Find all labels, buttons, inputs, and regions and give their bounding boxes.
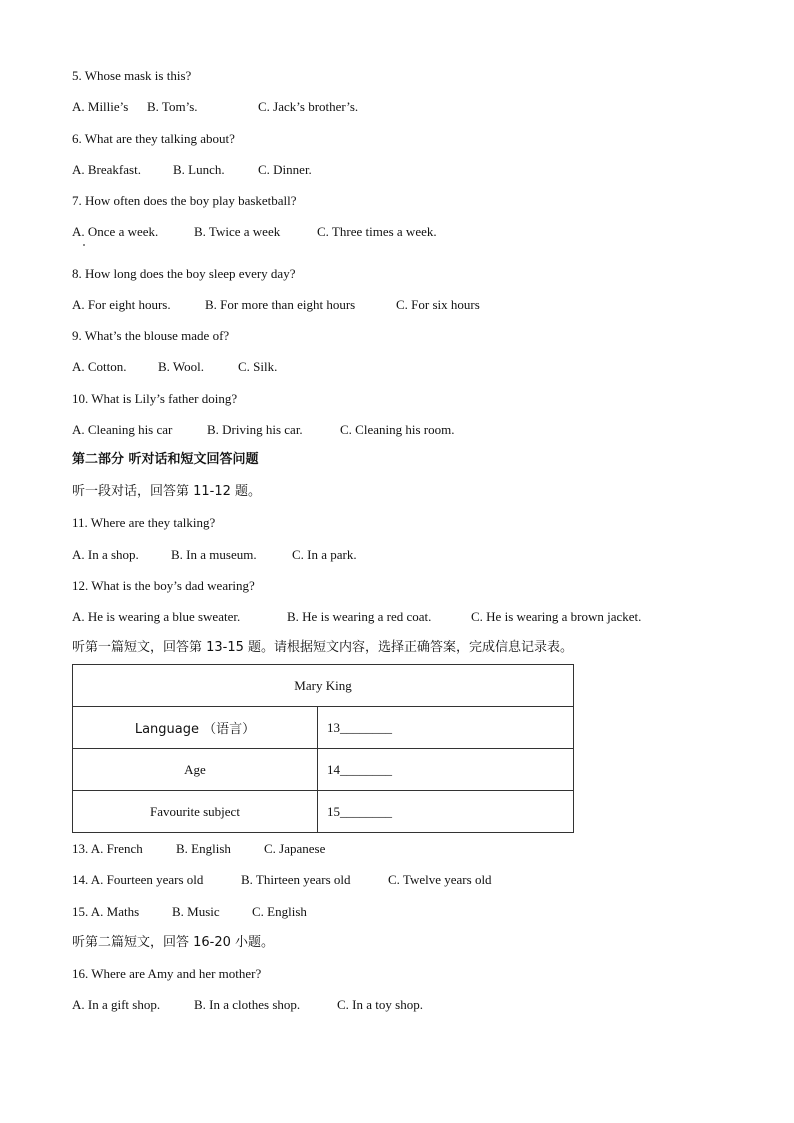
question-15-options: [72, 904, 307, 920]
option-c: C. Three times a week.: [317, 224, 437, 239]
option-c: C. In a toy shop.: [337, 997, 423, 1012]
option-a: A. In a gift shop.: [72, 997, 161, 1012]
option-b: B. In a museum.: [171, 547, 257, 562]
table-blank-13: 13________: [318, 707, 574, 749]
option-a: 15. A. Maths: [72, 904, 140, 919]
question-16-options: [72, 997, 423, 1013]
table-row: [73, 791, 574, 833]
table-label-language: Language （语言）: [73, 707, 318, 749]
option-b: B. Tom’s.: [147, 99, 198, 114]
question-12: 12. What is the boy’s dad wearing?: [72, 578, 255, 593]
question-10-options: [72, 422, 454, 438]
section-instruction-2: 听第一篇短文，回答第 13-15 题。请根据短文内容，选择正确答案，完成信息记录表。: [72, 640, 574, 655]
question-6: 6. What are they talking about?: [72, 131, 235, 146]
question-5: 5. Whose mask is this?: [72, 68, 192, 83]
table-row: [73, 749, 574, 791]
option-c: C. Silk.: [238, 359, 278, 374]
table-label-favourite-subject: Favourite subject: [73, 791, 318, 833]
option-b: B. English: [176, 841, 231, 856]
question-6-options: [72, 162, 312, 178]
option-b: B. Driving his car.: [207, 422, 303, 437]
question-11-options: [72, 547, 357, 563]
option-c: C. Jack’s brother’s.: [258, 99, 359, 114]
option-a: A. Once a week.: [72, 224, 159, 239]
question-12-options: [72, 609, 641, 625]
option-c: C. English: [252, 904, 307, 919]
question-8-options: [72, 297, 480, 313]
option-b: B. Thirteen years old: [241, 872, 351, 887]
question-13-options: [72, 841, 325, 857]
option-a: A. Millie’s: [72, 99, 129, 114]
stray-dot: [83, 244, 85, 246]
section-heading: 第二部分 听对话和短文回答问题: [72, 452, 259, 467]
option-c: C. Japanese: [264, 841, 326, 856]
option-b: B. Wool.: [158, 359, 205, 374]
option-a: A. Cotton.: [72, 359, 127, 374]
section-instruction-1: 听一段对话，回答第 11-12 题。: [72, 484, 262, 499]
option-a: A. Breakfast.: [72, 162, 141, 177]
option-b: B. Lunch.: [173, 162, 225, 177]
option-b: B. For more than eight hours: [205, 297, 356, 312]
option-b: B. In a clothes shop.: [194, 997, 301, 1012]
table-row: [73, 707, 574, 749]
option-a: A. In a shop.: [72, 547, 139, 562]
option-c: C. Dinner.: [258, 162, 312, 177]
option-c: C. Twelve years old: [388, 872, 492, 887]
option-b: B. Twice a week: [194, 224, 281, 239]
table-blank-14: 14________: [318, 749, 574, 791]
option-c: C. He is wearing a brown jacket.: [471, 609, 642, 624]
question-9-options: [72, 359, 277, 375]
option-c: C. Cleaning his room.: [340, 422, 455, 437]
table-label-age: Age: [73, 749, 318, 791]
option-a: A. He is wearing a blue sweater.: [72, 609, 241, 624]
question-7-options: [72, 224, 437, 240]
question-11: 11. Where are they talking?: [72, 515, 216, 530]
option-b: B. Music: [172, 904, 220, 919]
table-title-row: [73, 665, 574, 707]
table-title: Mary King: [73, 665, 574, 707]
question-5-options: [72, 99, 358, 115]
option-a: A. For eight hours.: [72, 297, 171, 312]
option-c: C. In a park.: [292, 547, 357, 562]
option-b: B. He is wearing a red coat.: [287, 609, 432, 624]
option-c: C. For six hours: [396, 297, 480, 312]
question-16: 16. Where are Amy and her mother?: [72, 966, 262, 981]
question-8: 8. How long does the boy sleep every day?: [72, 266, 296, 281]
option-a: A. Cleaning his car: [72, 422, 173, 437]
table-blank-15: 15________: [318, 791, 574, 833]
info-record-table: [72, 664, 574, 833]
question-10: 10. What is Lily’s father doing?: [72, 391, 238, 406]
question-9: 9. What’s the blouse made of?: [72, 328, 230, 343]
option-a: 14. A. Fourteen years old: [72, 872, 204, 887]
section-instruction-3: 听第二篇短文，回答 16-20 小题。: [72, 935, 275, 950]
option-a: 13. A. French: [72, 841, 143, 856]
question-7: 7. How often does the boy play basketball?: [72, 193, 297, 208]
question-14-options: [72, 872, 492, 888]
